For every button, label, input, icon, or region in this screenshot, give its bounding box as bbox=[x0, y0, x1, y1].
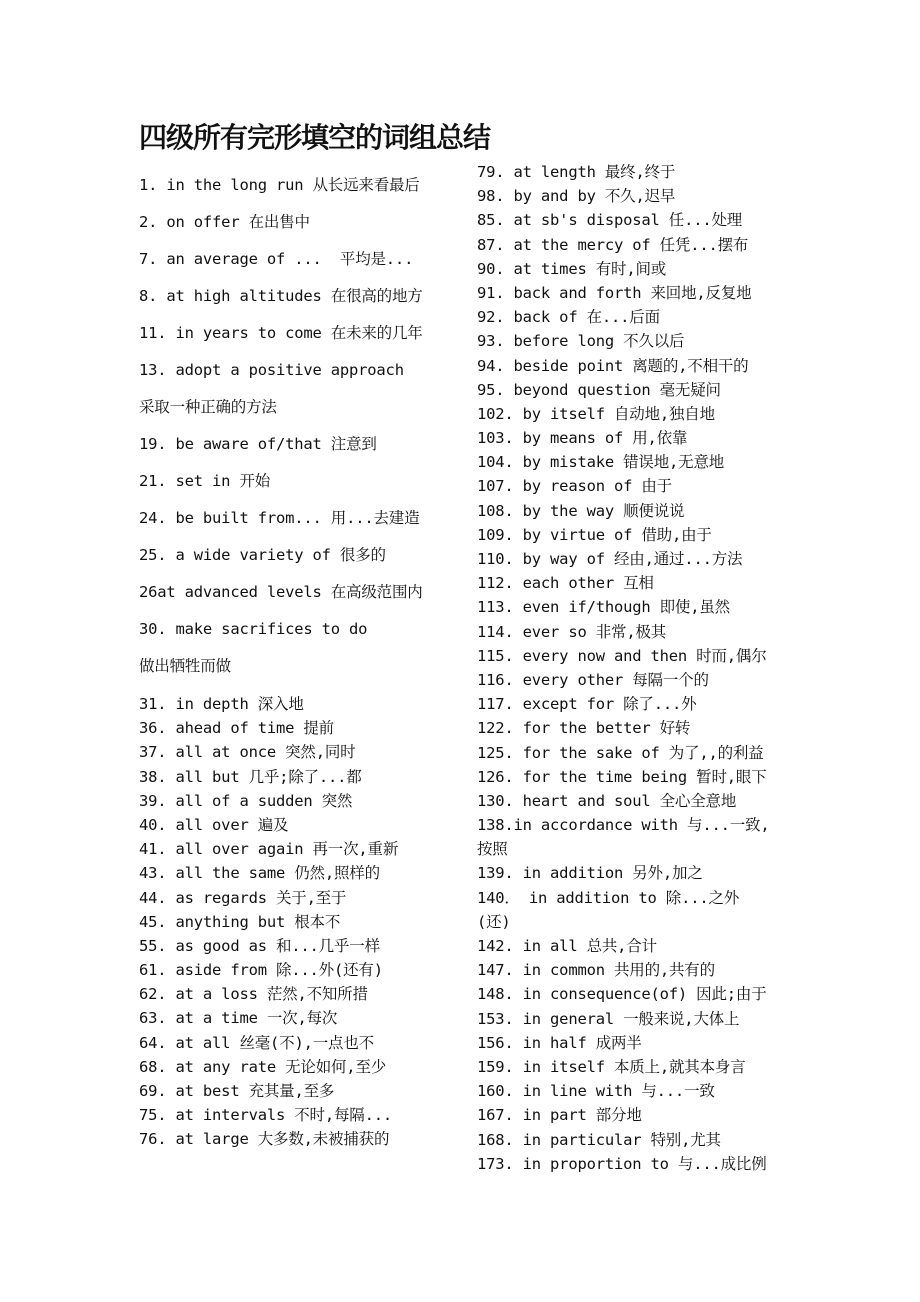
phrase-line: 153. in general 一般来说,大体上 bbox=[477, 1009, 740, 1028]
phrase-line: 36. ahead of time 提前 bbox=[139, 719, 334, 738]
phrase-line: 110. by way of 经由,通过...方法 bbox=[477, 550, 743, 568]
phrase-line: 130. heart and soul 全心全意地 bbox=[477, 791, 737, 810]
phrase-line: 63. at a time 一次,每次 bbox=[139, 1009, 338, 1028]
phrase-line: 116. every other 每隔一个的 bbox=[477, 670, 709, 689]
phrase-line: 160. in line with 与...一致 bbox=[477, 1082, 715, 1101]
phrase-line: 按照 bbox=[477, 840, 508, 859]
phrase-line: 108. by the way 顺便说说 bbox=[477, 501, 685, 520]
phrase-line: (还) bbox=[477, 912, 511, 931]
phrase-line: 43. all the same 仍然,照样的 bbox=[139, 864, 380, 883]
phrase-line: 95. beyond question 毫无疑问 bbox=[477, 380, 721, 399]
phrase-line: 76. at large 大多数,未被捕获的 bbox=[139, 1130, 390, 1149]
phrase-line: 103. by means of 用,依靠 bbox=[477, 429, 688, 448]
phrase-line: 102. by itself 自动地,独自地 bbox=[477, 404, 715, 423]
phrase-line: 37. all at once 突然,同时 bbox=[139, 743, 356, 762]
phrase-line: 8. at high altitudes 在很高的地方 bbox=[139, 287, 423, 305]
phrase-line: 168. in particular 特别,尤其 bbox=[477, 1130, 721, 1149]
phrase-line: 147. in common 共用的,共有的 bbox=[477, 961, 715, 980]
phrase-line: 25. a wide variety of 很多的 bbox=[139, 546, 386, 564]
phrase-line: 21. set in 开始 bbox=[139, 472, 271, 490]
phrase-line: 2. on offer 在出售中 bbox=[139, 213, 310, 231]
phrase-line: 45. anything but 根本不 bbox=[139, 912, 341, 931]
page-title: 四级所有完形填空的词组总结 bbox=[139, 121, 491, 154]
phrase-line: 122. for the better 好转 bbox=[477, 719, 691, 738]
phrase-line: 30. make sacrifices to do bbox=[139, 620, 368, 638]
phrase-line: 167. in part 部分地 bbox=[477, 1106, 642, 1125]
phrase-line: 24. be built from... 用...去建造 bbox=[139, 509, 420, 527]
phrase-line: 148. in consequence(of) 因此;由于 bbox=[477, 985, 767, 1004]
phrase-line: 98. by and by 不久,迟早 bbox=[477, 187, 676, 206]
phrase-line: 19. be aware of/that 注意到 bbox=[139, 435, 377, 453]
phrase-line: 64. at all 丝毫(不),一点也不 bbox=[139, 1033, 374, 1052]
phrase-line: 91. back and forth 来回地,反复地 bbox=[477, 283, 752, 302]
phrase-line: 39. all of a sudden 突然 bbox=[139, 791, 353, 810]
phrase-line: 85. at sb's disposal 任...处理 bbox=[477, 211, 743, 230]
phrase-line: 7. an average of ... 平均是... bbox=[139, 250, 414, 268]
phrase-line: 61. aside from 除...外(还有) bbox=[139, 961, 383, 980]
phrase-line: 55. as good as 和...几乎一样 bbox=[139, 936, 380, 955]
phrase-line: 26at advanced levels 在高级范围内 bbox=[139, 583, 423, 601]
phrase-line: 117. except for 除了...外 bbox=[477, 695, 697, 714]
phrase-line: 159. in itself 本质上,就其本身言 bbox=[477, 1057, 746, 1076]
phrase-line: 104. by mistake 错误地,无意地 bbox=[477, 453, 725, 472]
phrase-line: 做出牺牲而做 bbox=[139, 657, 231, 675]
phrase-line: 68. at any rate 无论如何,至少 bbox=[139, 1057, 387, 1076]
phrase-line: 115. every now and then 时而,偶尔 bbox=[477, 646, 767, 665]
phrase-line: 79. at length 最终,终于 bbox=[477, 163, 676, 181]
phrase-line: 44. as regards 关于,至于 bbox=[139, 888, 347, 907]
phrase-list-left-top bbox=[139, 172, 423, 690]
phrase-line: 114. ever so 非常,极其 bbox=[477, 622, 667, 641]
phrase-line: 40. all over 遍及 bbox=[139, 815, 289, 834]
phrase-line: 31. in depth 深入地 bbox=[139, 695, 304, 713]
phrase-line: 62. at a loss 茫然,不知所措 bbox=[139, 985, 368, 1004]
phrase-line: 107. by reason of 由于 bbox=[477, 477, 672, 496]
phrase-line: 94. beside point 离题的,不相干的 bbox=[477, 356, 749, 375]
phrase-line: 112. each other 互相 bbox=[477, 574, 654, 593]
phrase-line: 113. even if/though 即使,虽然 bbox=[477, 598, 730, 617]
phrase-line: 126. for the time being 暂时,眼下 bbox=[477, 767, 767, 786]
phrase-line: 90. at times 有时,间或 bbox=[477, 259, 667, 278]
phrase-line: 87. at the mercy of 任凭...摆布 bbox=[477, 235, 749, 254]
phrase-line: 93. before long 不久以后 bbox=[477, 332, 685, 351]
phrase-line: 109. by virtue of 借助,由于 bbox=[477, 525, 712, 544]
phrase-line: 41. all over again 再一次,重新 bbox=[139, 840, 399, 859]
phrase-line: 125. for the sake of 为了,,的利益 bbox=[477, 743, 764, 762]
phrase-line: 1. in the long run 从长远来看最后 bbox=[139, 176, 420, 194]
phrase-list-right bbox=[477, 160, 769, 1176]
phrase-line: 采取一种正确的方法 bbox=[139, 398, 277, 416]
phrase-line: 11. in years to come 在未来的几年 bbox=[139, 324, 423, 342]
phrase-line: 69. at best 充其量,至多 bbox=[139, 1082, 335, 1100]
phrase-line: 92. back of 在...后面 bbox=[477, 308, 660, 327]
phrase-list-left-bottom bbox=[139, 692, 398, 1152]
phrase-line: 13. adopt a positive approach bbox=[139, 361, 404, 379]
phrase-line: 156. in half 成两半 bbox=[477, 1033, 642, 1052]
phrase-line: 138.in accordance with 与...一致, bbox=[477, 816, 770, 835]
phrase-line: 38. all but 几乎;除了...都 bbox=[139, 767, 362, 786]
phrase-line: 75. at intervals 不时,每隔... bbox=[139, 1106, 392, 1125]
phrase-line: 173. in proportion to 与...成比例 bbox=[477, 1154, 767, 1173]
phrase-line: 140． in addition to 除...之外 bbox=[477, 888, 740, 907]
phrase-line: 142. in all 总共,合计 bbox=[477, 937, 657, 955]
phrase-line: 139. in addition 另外,加之 bbox=[477, 864, 703, 883]
